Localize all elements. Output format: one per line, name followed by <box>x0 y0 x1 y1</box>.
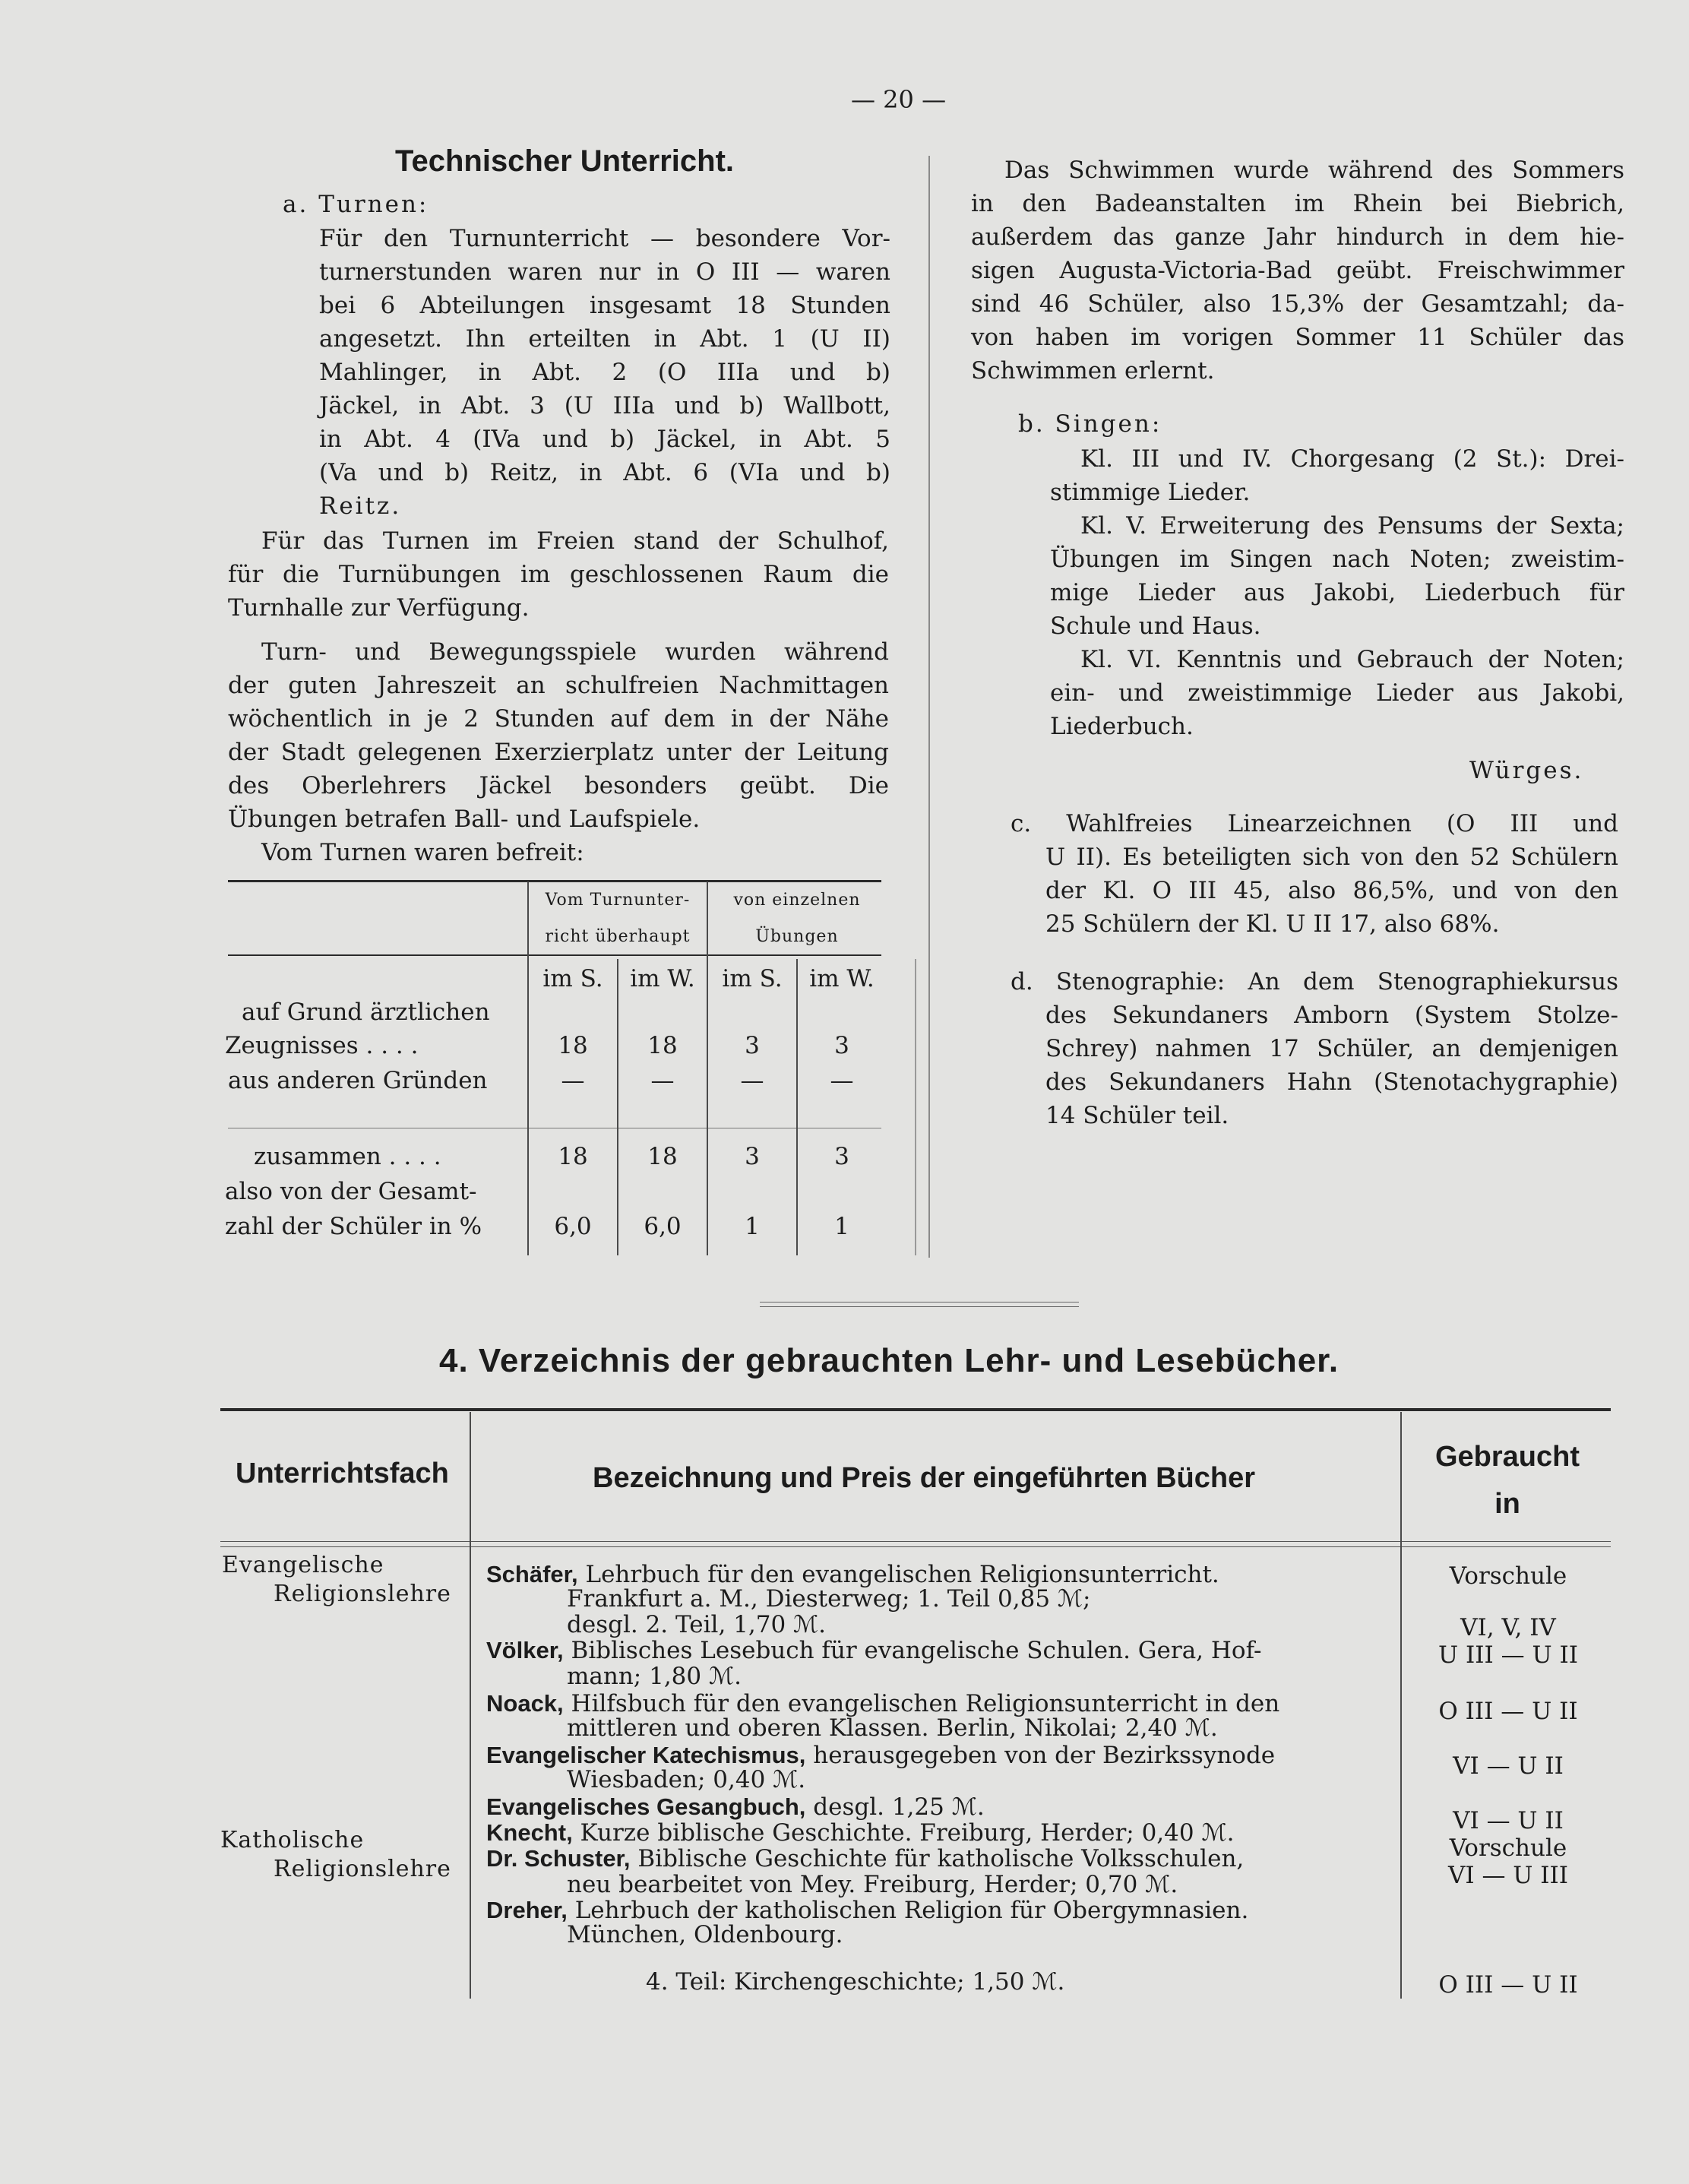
col-header-used: Gebraucht <box>1434 1441 1580 1473</box>
table-cell: 3 <box>745 1143 760 1170</box>
text-line: Für das Turnen im Freien stand der Schulhof, <box>261 527 889 555</box>
text-line: d. Stenographie: An dem Stenographiekursus <box>1011 968 1618 995</box>
spiele-paragraph <box>228 635 889 836</box>
text-line: c. Wahlfreies Linearzeichnen (O III und <box>1011 810 1618 837</box>
text-line: (Va und b) Reitz, in Abt. 6 (VIa und b) <box>319 459 890 486</box>
used-in-cell: Vorschule <box>1449 1562 1567 1590</box>
col-header-books: Bezeichnung und Preis der eingeführten Bücher <box>593 1462 1256 1494</box>
table-cell: 3 <box>834 1032 849 1059</box>
text-line: Kl. III und IV. Chorgesang (2 St.): Drei- <box>1080 445 1624 473</box>
book-text: mittleren und oberen Klassen. Berlin, Nikolai; 2,40 ℳ. <box>567 1714 1218 1742</box>
books-rule-head <box>220 1541 1611 1542</box>
table-vline <box>915 959 916 1255</box>
text-line: der Stadt gelegenen Exerzierplatz unter der Leitung <box>228 739 889 766</box>
book-text: desgl. 1,25 ℳ. <box>813 1793 985 1821</box>
used-in-cell: O III — U II <box>1438 1971 1578 1999</box>
book-entry <box>567 1663 742 1690</box>
table-rule-head <box>228 954 881 956</box>
book-entry <box>486 1742 1275 1769</box>
text-line: in den Badeanstalten im Rhein bei Biebrich, <box>971 190 1624 217</box>
book-author: Schäfer, <box>486 1561 578 1587</box>
row-label: Zeugnisses . . . . <box>225 1032 419 1059</box>
book-author: Völker, <box>486 1637 564 1663</box>
row-label: auf Grund ärztlichen <box>242 999 490 1026</box>
befreit-intro: Vom Turnen waren befreit: <box>261 839 584 866</box>
col-header-group1: richt überhaupt <box>545 927 691 946</box>
text-line: für die Turnübungen im geschlossenen Raum die <box>228 561 889 588</box>
book-author: Dr. Schuster, <box>486 1845 631 1872</box>
book-entry <box>646 1968 1064 1996</box>
text-line: in Abt. 4 (IVa und b) Jäckel, in Abt. 5 <box>319 426 890 453</box>
steno-paragraph <box>1011 965 1618 1132</box>
book-author: Dreher, <box>486 1897 568 1923</box>
subject-label: Religionslehre <box>274 1581 451 1607</box>
text-line: Für den Turnunterricht — besondere Vor- <box>319 225 890 252</box>
col-header-group1: Vom Turnunter- <box>545 891 691 910</box>
book-text: Biblisches Lesebuch für evangelische Schulen. Gera, Hof- <box>571 1637 1262 1664</box>
text-line: bei 6 Abteilungen insgesamt 18 Stunden <box>319 292 890 319</box>
text-line: Übungen im Singen nach Noten; zweistim- <box>1050 546 1624 573</box>
table-cell: 18 <box>647 1143 678 1170</box>
text-line: mige Lieder aus Jakobi, Liederbuch für <box>1050 579 1624 606</box>
text-line: Kl. V. Erweiterung des Pensums der Sexta; <box>1080 512 1624 540</box>
table-cell: 1 <box>834 1213 849 1240</box>
book-text: Hilfsbuch für den evangelischen Religionsunterricht in den <box>571 1690 1280 1717</box>
text-line: des Sekundaners Amborn (System Stolze- <box>1045 1002 1618 1029</box>
subject-label: Katholische <box>220 1827 365 1853</box>
book-text: 4. Teil: Kirchengeschichte; 1,50 ℳ. <box>646 1968 1065 1996</box>
text-line: Kl. VI. Kenntnis und Gebrauch der Noten; <box>1080 646 1624 673</box>
books-rule-top <box>220 1408 1611 1411</box>
book-text: Lehrbuch für den evangelischen Religionsunterricht. <box>585 1561 1219 1588</box>
text-line: Schrey) nahmen 17 Schüler, an demjenigen <box>1045 1035 1618 1062</box>
book-text: Lehrbuch der katholischen Religion für Obergymnasien. <box>574 1897 1249 1924</box>
book-text: desgl. 2. Teil, 1,70 ℳ. <box>567 1611 827 1638</box>
text-line: Schule und Haus. <box>1050 612 1261 640</box>
text-line: Schwimmen erlernt. <box>971 357 1215 385</box>
book-entry <box>486 1793 985 1821</box>
text-line: der guten Jahreszeit an schulfreien Nachmittagen <box>228 672 889 699</box>
divider-rule <box>760 1306 1079 1307</box>
text-line: U II). Es beteiligten sich von den 52 Schülern <box>1045 844 1618 871</box>
row-label: aus anderen Gründen <box>228 1067 488 1094</box>
col-subheader: im W. <box>630 965 695 992</box>
book-text: München, Oldenbourg. <box>567 1921 843 1948</box>
text-line: angesetzt. Ihn erteilten in Abt. 1 (U II) <box>319 325 890 353</box>
text-line: Jäckel, in Abt. 3 (U IIIa und b) Wallbott, <box>319 392 890 419</box>
used-in-cell: VI, V, IV <box>1460 1614 1556 1641</box>
text-line: des Sekundaners Hahn (Stenotachygraphie) <box>1045 1068 1618 1096</box>
row-label: zahl der Schüler in % <box>225 1213 482 1240</box>
book-entry <box>486 1690 1279 1717</box>
col-header-subject: Unterrichtsfach <box>236 1458 449 1489</box>
table-cell: 1 <box>745 1213 760 1240</box>
table-cell: 18 <box>558 1143 588 1170</box>
table-cell: 6,0 <box>554 1213 592 1240</box>
col-header-group2: von einzelnen <box>733 891 861 910</box>
book-author: Noack, <box>486 1690 564 1717</box>
book-entry <box>567 1611 826 1638</box>
used-in-cell: U III — U II <box>1438 1641 1578 1669</box>
text-line: Übungen betrafen Ball- und Laufspiele. <box>228 806 701 833</box>
row-label: zusammen . . . . <box>254 1143 441 1170</box>
book-entry <box>486 1819 1234 1847</box>
text-line: Reitz. <box>319 492 402 520</box>
table-cell: 18 <box>558 1032 588 1059</box>
text-line: Turnhalle zur Verfügung. <box>228 594 530 622</box>
book-entry <box>567 1585 1091 1613</box>
table-cell: 3 <box>834 1143 849 1170</box>
book-text: Biblische Geschichte für katholische Volksschulen, <box>637 1845 1245 1872</box>
schwimmen-paragraph <box>971 154 1624 388</box>
book-author: Evangelisches Gesangbuch, <box>486 1793 806 1820</box>
text-line: 14 Schüler teil. <box>1045 1102 1229 1129</box>
used-in-cell: VI — U III <box>1447 1862 1569 1889</box>
singen-paragraph <box>1050 442 1624 743</box>
table-cell: — <box>561 1067 585 1094</box>
book-text: mann; 1,80 ℳ. <box>567 1663 742 1690</box>
col-header-used: in <box>1494 1488 1520 1520</box>
section-heading-books: 4. Verzeichnis der gebrauchten Lehr- und Lesebücher. <box>439 1342 1339 1379</box>
text-line: der Kl. O III 45, also 86,5%, und von den <box>1045 877 1618 904</box>
table-vline <box>617 959 618 1255</box>
text-line: wöchentlich in je 2 Stunden auf dem in der Nähe <box>228 705 889 733</box>
used-in-cell: Vorschule <box>1449 1834 1567 1862</box>
table-vline <box>796 959 798 1255</box>
table-rule-top <box>228 880 881 882</box>
col-subheader: im S. <box>542 965 603 992</box>
text-line: 25 Schülern der Kl. U II 17, also 68%. <box>1045 910 1500 938</box>
table-cell: — <box>830 1067 854 1094</box>
text-line: sigen Augusta-Victoria-Bad geübt. Freischwimmer <box>971 257 1624 284</box>
book-entry <box>486 1845 1244 1872</box>
book-entry <box>486 1637 1261 1664</box>
used-in-cell: VI — U II <box>1453 1752 1564 1780</box>
freien-paragraph <box>228 524 889 625</box>
table-cell: 3 <box>745 1032 760 1059</box>
text-line: sind 46 Schüler, also 15,3% der Gesamtzahl; da- <box>971 290 1624 318</box>
book-entry <box>567 1921 843 1948</box>
book-entry <box>567 1871 1178 1898</box>
text-line: Das Schwimmen wurde während des Sommers <box>1004 157 1624 184</box>
books-vline <box>470 1412 471 1999</box>
subject-label: Religionslehre <box>274 1856 451 1882</box>
table-cell: 18 <box>647 1032 678 1059</box>
text-line: stimmige Lieder. <box>1050 479 1251 506</box>
section-heading-technical: Technischer Unterricht. <box>395 144 735 178</box>
text-line: außerdem das ganze Jahr hindurch in dem hie- <box>971 223 1624 251</box>
used-in-cell: VI — U II <box>1453 1807 1564 1834</box>
book-text: herausgegeben von der Bezirkssynode <box>813 1742 1276 1769</box>
table-cell: — <box>650 1067 675 1094</box>
books-rule-head <box>220 1546 1611 1547</box>
book-text: neu bearbeitet von Mey. Freiburg, Herder; 0,70 ℳ. <box>567 1871 1178 1898</box>
text-line: von haben im vorigen Sommer 11 Schüler das <box>971 324 1624 351</box>
col-subheader: im W. <box>809 965 875 992</box>
turnen-paragraph <box>319 222 890 523</box>
book-entry <box>486 1897 1248 1924</box>
signature: Würges. <box>1469 757 1584 784</box>
text-line: Mahlinger, in Abt. 2 (O IIIa und b) <box>319 359 890 386</box>
used-in-cell: O III — U II <box>1438 1698 1578 1725</box>
singen-label: b. Singen: <box>1018 410 1162 438</box>
text-line: des Oberlehrers Jäckel besonders geübt. Die <box>228 772 889 799</box>
book-text: Frankfurt a. M., Diesterweg; 1. Teil 0,85 ℳ; <box>567 1585 1091 1613</box>
book-entry <box>567 1714 1218 1742</box>
col-subheader: im S. <box>722 965 783 992</box>
row-label: also von der Gesamt- <box>225 1178 477 1205</box>
text-line: Turn- und Bewegungsspiele wurden während <box>261 638 889 666</box>
column-divider <box>928 156 930 1258</box>
book-entry <box>567 1766 805 1793</box>
subject-label: Evangelische <box>222 1552 384 1578</box>
text-line: ein- und zweistimmige Lieder aus Jakobi, <box>1050 679 1624 707</box>
col-header-group2: Übungen <box>755 927 839 946</box>
book-author: Knecht, <box>486 1819 573 1846</box>
book-author: Evangelischer Katechismus, <box>486 1742 806 1768</box>
table-cell: 6,0 <box>644 1213 682 1240</box>
book-text: Wiesbaden; 0,40 ℳ. <box>567 1766 806 1793</box>
page-number: — 20 — <box>851 85 947 114</box>
text-line: turnerstunden waren nur in O III — waren <box>319 258 890 286</box>
book-text: Kurze biblische Geschichte. Freiburg, Herder; 0,40 ℳ. <box>580 1819 1235 1847</box>
table-cell: — <box>740 1067 764 1094</box>
turnen-label: a. Turnen: <box>283 191 429 218</box>
zeichnen-paragraph <box>1011 807 1618 941</box>
text-line: Liederbuch. <box>1050 713 1194 740</box>
book-entry <box>486 1561 1219 1588</box>
